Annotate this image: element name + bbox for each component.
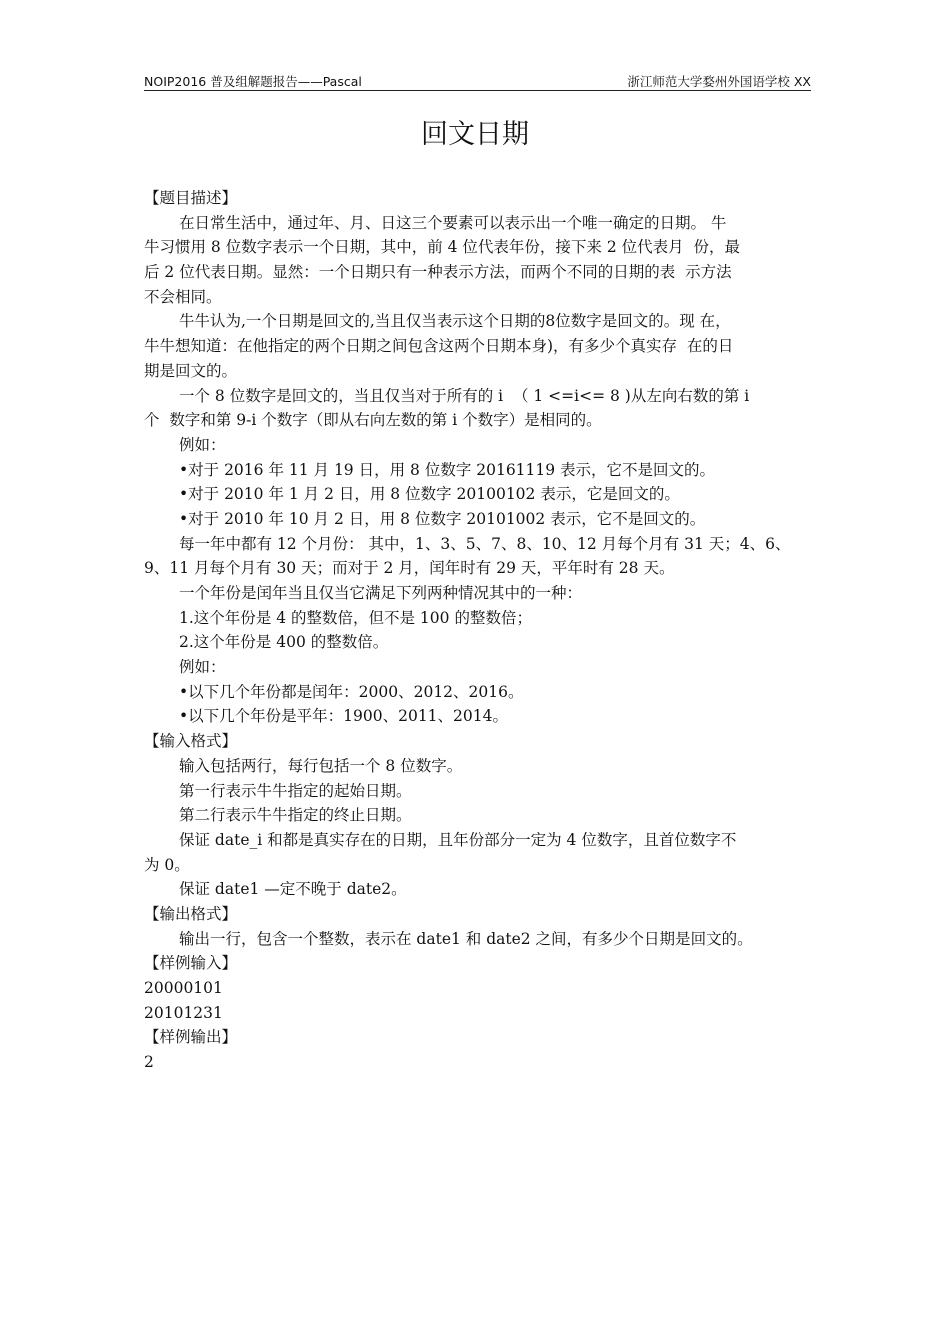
text-line: 一个 8 位数字是回文的，当且仅当对于所有的 i （ 1 <=i<= 8 )从左向右数的第 i [179, 386, 750, 405]
text-line: 保证 date_i 和都是真实存在的日期，且年份部分一定为 4 位数字，且首位数字不 [179, 830, 737, 849]
text-line: 个 数字和第 9-i 个数字（即从右向左数的第 i 个数字）是相同的。 [144, 411, 602, 430]
header-left-text: NOIP2016 普及组解题报告——Pascal [144, 74, 362, 89]
text-line: •以下几个年份是平年：1900、2011、2014。 [179, 707, 508, 726]
text-line: 例如： [179, 435, 226, 454]
text-line: •对于 2010 年 10 月 2 日，用 8 位数字 20101002 表示，它不是回文的。 [179, 509, 706, 528]
text-line: 2.这个年份是 400 的整数倍。 [179, 633, 389, 652]
text-line: 20101231 [144, 1003, 223, 1022]
text-line: •对于 2010 年 1 月 2 日，用 8 位数字 20100102 表示，它是回文的。 [179, 485, 680, 504]
text-line: 后 2 位代表日期。显然：一个日期只有一种表示方法，而两个不同的日期的表 示方法 [144, 263, 732, 282]
text-line: 输出一行，包含一个整数，表示在 date1 和 date2 之间，有多少个日期是回文的。 [179, 929, 753, 948]
text-line: 9、11 月每个月有 30 天；而对于 2 月，闰年时有 29 天，平年时有 28 天。 [144, 559, 675, 578]
section-heading: 【样例输入】 [144, 954, 238, 973]
text-line: 为 0。 [144, 855, 190, 874]
section-heading: 【输入格式】 [144, 732, 238, 751]
text-line: 例如： [179, 658, 226, 677]
text-line: 牛牛想知道：在他指定的两个日期之间包含这两个日期本身)，有多少个真实存 在的日 [144, 337, 734, 356]
text-line: 不会相同。 [144, 287, 222, 306]
page-title: 回文日期 [421, 119, 529, 150]
header-right-text: 浙江师范大学婺州外国语学校 XX [627, 74, 811, 89]
problem-body [144, 186, 806, 1075]
text-line: •对于 2016 年 11 月 19 日，用 8 位数字 20161119 表示，它不是回文的。 [179, 460, 716, 479]
text-line: 第一行表示牛牛指定的起始日期。 [179, 781, 412, 800]
text-line: 期是回文的。 [144, 361, 238, 380]
text-line: 20000101 [144, 979, 223, 997]
text-line: 2 [144, 1053, 154, 1072]
page-header [144, 70, 811, 91]
text-line: 输入包括两行，每行包括一个 8 位数字。 [179, 756, 463, 775]
text-line: 每一年中都有 12 个月份： 其中，1、3、5、7、8、10、12 月每个月有 31 天；4、6、 [179, 534, 791, 553]
text-line: •以下几个年份都是闰年：2000、2012、2016。 [179, 682, 524, 701]
section-heading: 【输出格式】 [144, 904, 238, 923]
text-line: 在日常生活中，通过年、月、日这三个要素可以表示出一个唯一确定的日期。 牛 [179, 213, 727, 232]
text-line: 牛习惯用 8 位数字表示一个日期，其中，前 4 位代表年份，接下来 2 位代表月 份，最 [144, 238, 741, 257]
section-heading: 【样例输出】 [144, 1028, 238, 1047]
section-heading: 【题目描述】 [144, 189, 238, 207]
text-line: 保证 date1 —定不晚于 date2。 [179, 880, 407, 899]
text-line: 牛牛认为,一个日期是回文的,当且仅当表示这个日期的8位数字是回文的。现 在， [179, 312, 731, 331]
text-line: 第二行表示牛牛指定的终止日期。 [179, 806, 412, 825]
text-line: 1.这个年份是 4 的整数倍，但不是 100 的整数倍； [179, 608, 532, 627]
text-line: 一个年份是闰年当且仅当它满足下列两种情况其中的一种： [179, 584, 583, 602]
